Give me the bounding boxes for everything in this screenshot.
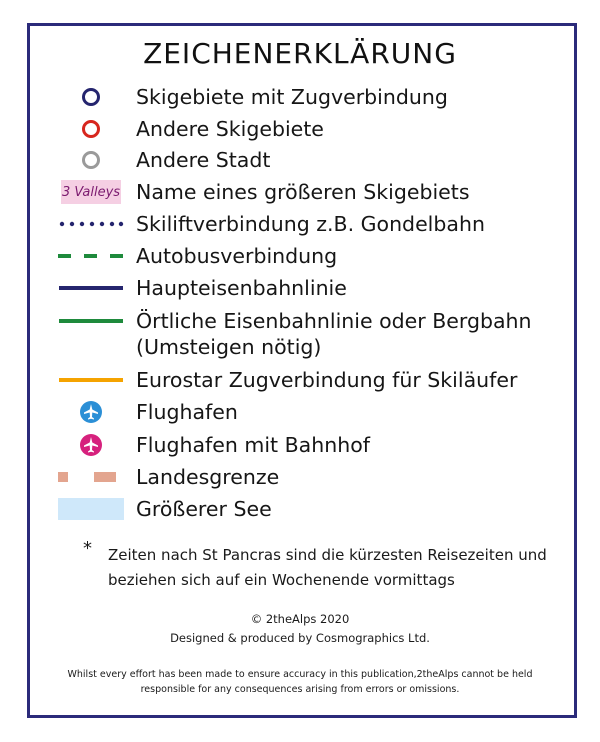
legend-label: Größerer See <box>136 497 272 521</box>
circle-navy-icon <box>58 82 124 112</box>
solid-line-green-icon <box>58 306 124 336</box>
legend-label: Andere Skigebiete <box>136 117 324 141</box>
legend-label: Skigebiete mit Zugverbindung <box>136 85 448 109</box>
legend-label: Skiliftverbindung z.B. Gondelbahn <box>136 212 485 236</box>
legend-item-border <box>0 462 600 492</box>
disclaimer-line-2: responsible for any consequences arising from errors or omissions. <box>140 684 460 695</box>
legend-label: Name eines größeren Skigebiets <box>136 180 470 204</box>
legend-item-bus <box>0 241 600 271</box>
legend-item-airport <box>0 397 600 427</box>
legend-label: Andere Stadt <box>136 148 271 172</box>
solid-line-orange-icon <box>58 365 124 395</box>
legend-title: ZEICHENERKLÄRUNG <box>143 37 457 70</box>
legend-item-ski-area-name <box>0 177 600 207</box>
legend-label: Eurostar Zugverbindung für Skiläufer <box>136 368 518 392</box>
legend-item-local-rail <box>0 306 600 362</box>
disclaimer-text <box>0 667 600 697</box>
legend-label: Haupteisenbahnlinie <box>136 276 347 300</box>
legend-label: Landesgrenze <box>136 465 280 489</box>
ski-area-badge-icon <box>58 177 124 207</box>
circle-red-icon <box>58 114 124 144</box>
legend-label: Örtliche Eisenbahnlinie oder Bergbahn <box>136 309 532 333</box>
ski-area-badge-text: 3 Valleys <box>61 180 121 204</box>
legend-item-ski-lift <box>0 209 600 239</box>
legend-item-ski-rail <box>0 82 600 112</box>
disclaimer-line-1: Whilst every effort has been made to ensure accuracy in this publication,2theAlps cannot be held <box>67 669 533 680</box>
legend-item-other-town <box>0 145 600 175</box>
legend-item-main-rail <box>0 273 600 303</box>
designer-credit: Designed & produced by Cosmographics Ltd. <box>170 631 430 645</box>
circle-grey-icon <box>58 145 124 175</box>
solid-line-navy-icon <box>58 273 124 303</box>
legend-item-other-ski <box>0 114 600 144</box>
note-line-1: Zeiten nach St Pancras sind die kürzesten Reisezeiten und <box>108 546 547 564</box>
legend-item-airport-station <box>0 430 600 460</box>
copyright-text: © 2theAlps 2020 <box>250 612 350 626</box>
legend-label: Flughafen mit Bahnhof <box>136 433 370 457</box>
airplane-station-icon <box>58 430 124 460</box>
legend-label-line2: (Umsteigen nötig) <box>136 335 322 359</box>
airplane-icon <box>58 397 124 427</box>
dashed-line-green-icon <box>58 241 124 271</box>
note-text <box>108 543 547 593</box>
lake-area-icon <box>58 494 124 524</box>
legend-label: Autobusverbindung <box>136 244 338 268</box>
border-line-icon <box>58 462 124 492</box>
legend-item-lake <box>0 494 600 524</box>
legend-item-eurostar <box>0 365 600 395</box>
note-line-2: beziehen sich auf ein Wochenende vormittags <box>108 571 455 589</box>
dotted-line-icon <box>58 209 124 239</box>
legend-label: Flughafen <box>136 400 238 424</box>
note-marker: * <box>83 538 92 559</box>
